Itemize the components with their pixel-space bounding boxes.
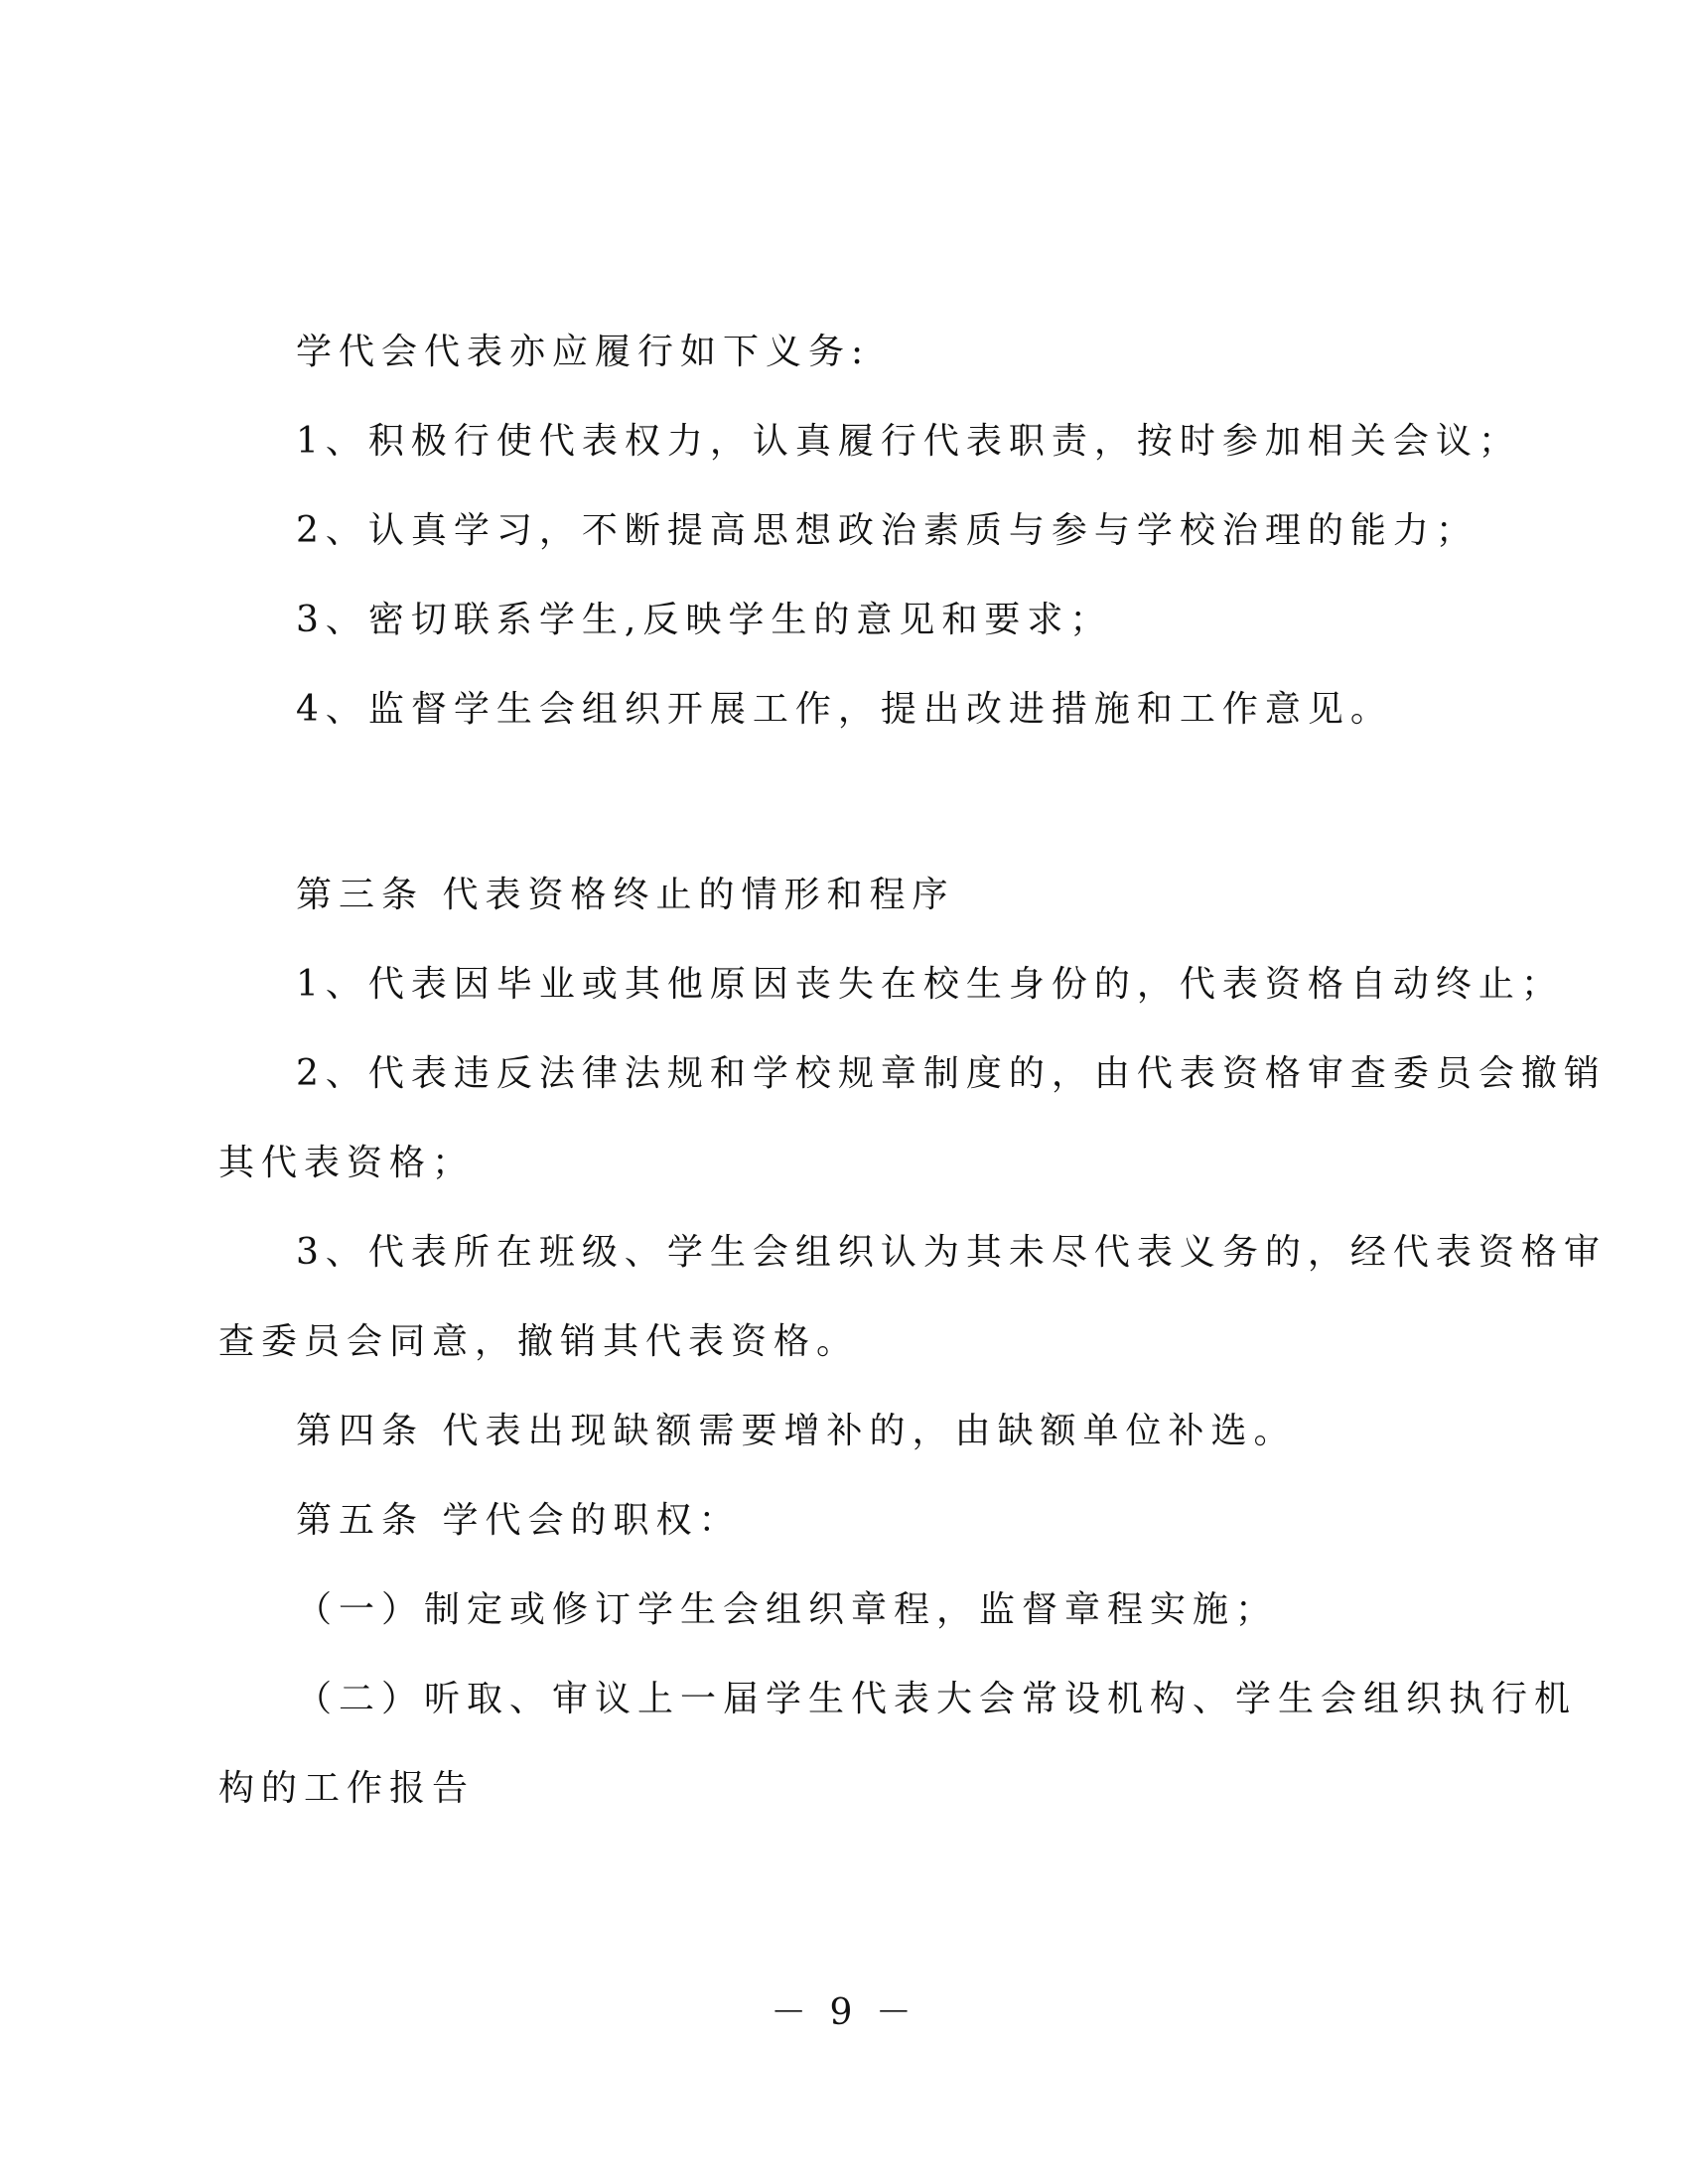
- page-number: － 9 －: [771, 1992, 917, 2033]
- duty-item-2: 2、认真学习，不断提高思想政治素质与参与学校治理的能力；: [296, 510, 1478, 551]
- duties-intro: 学代会代表亦应履行如下义务:: [296, 332, 871, 372]
- duty-item-1: 1、积极行使代表权力，认真履行代表职责，按时参加相关会议；: [296, 421, 1521, 462]
- article3-item-3-line-2: 查委员会同意，撤销其代表资格。: [218, 1321, 860, 1362]
- article5-item-1: （一）制定或修订学生会组织章程，监督章程实施；: [296, 1589, 1279, 1630]
- article3-item-3-line-1: 3、代表所在班级、学生会组织认为其未尽代表义务的，经代表资格审: [296, 1232, 1607, 1273]
- article5-item-2-line-2: 构的工作报告: [218, 1768, 476, 1809]
- article3-heading: 第三条 代表资格终止的情形和程序: [296, 875, 955, 915]
- article4-text: 第四条 代表出现缺额需要增补的，由缺额单位补选。: [296, 1411, 1297, 1451]
- duty-item-4: 4、监督学生会组织开展工作，提出改进措施和工作意见。: [296, 689, 1393, 730]
- article3-item-2-line-2: 其代表资格；: [218, 1143, 476, 1183]
- article5-item-2-line-1: （二）听取、审议上一届学生代表大会常设机构、学生会组织执行机: [296, 1679, 1578, 1719]
- article5-heading: 第五条 学代会的职权：: [296, 1500, 742, 1541]
- duty-item-3: 3、密切联系学生,反映学生的意见和要求；: [296, 600, 1113, 640]
- article3-item-1: 1、代表因毕业或其他原因丧失在校生身份的，代表资格自动终止；: [296, 964, 1564, 1005]
- article3-item-2-line-1: 2、代表违反法律法规和学校规章制度的，由代表资格审查委员会撤销: [296, 1053, 1607, 1094]
